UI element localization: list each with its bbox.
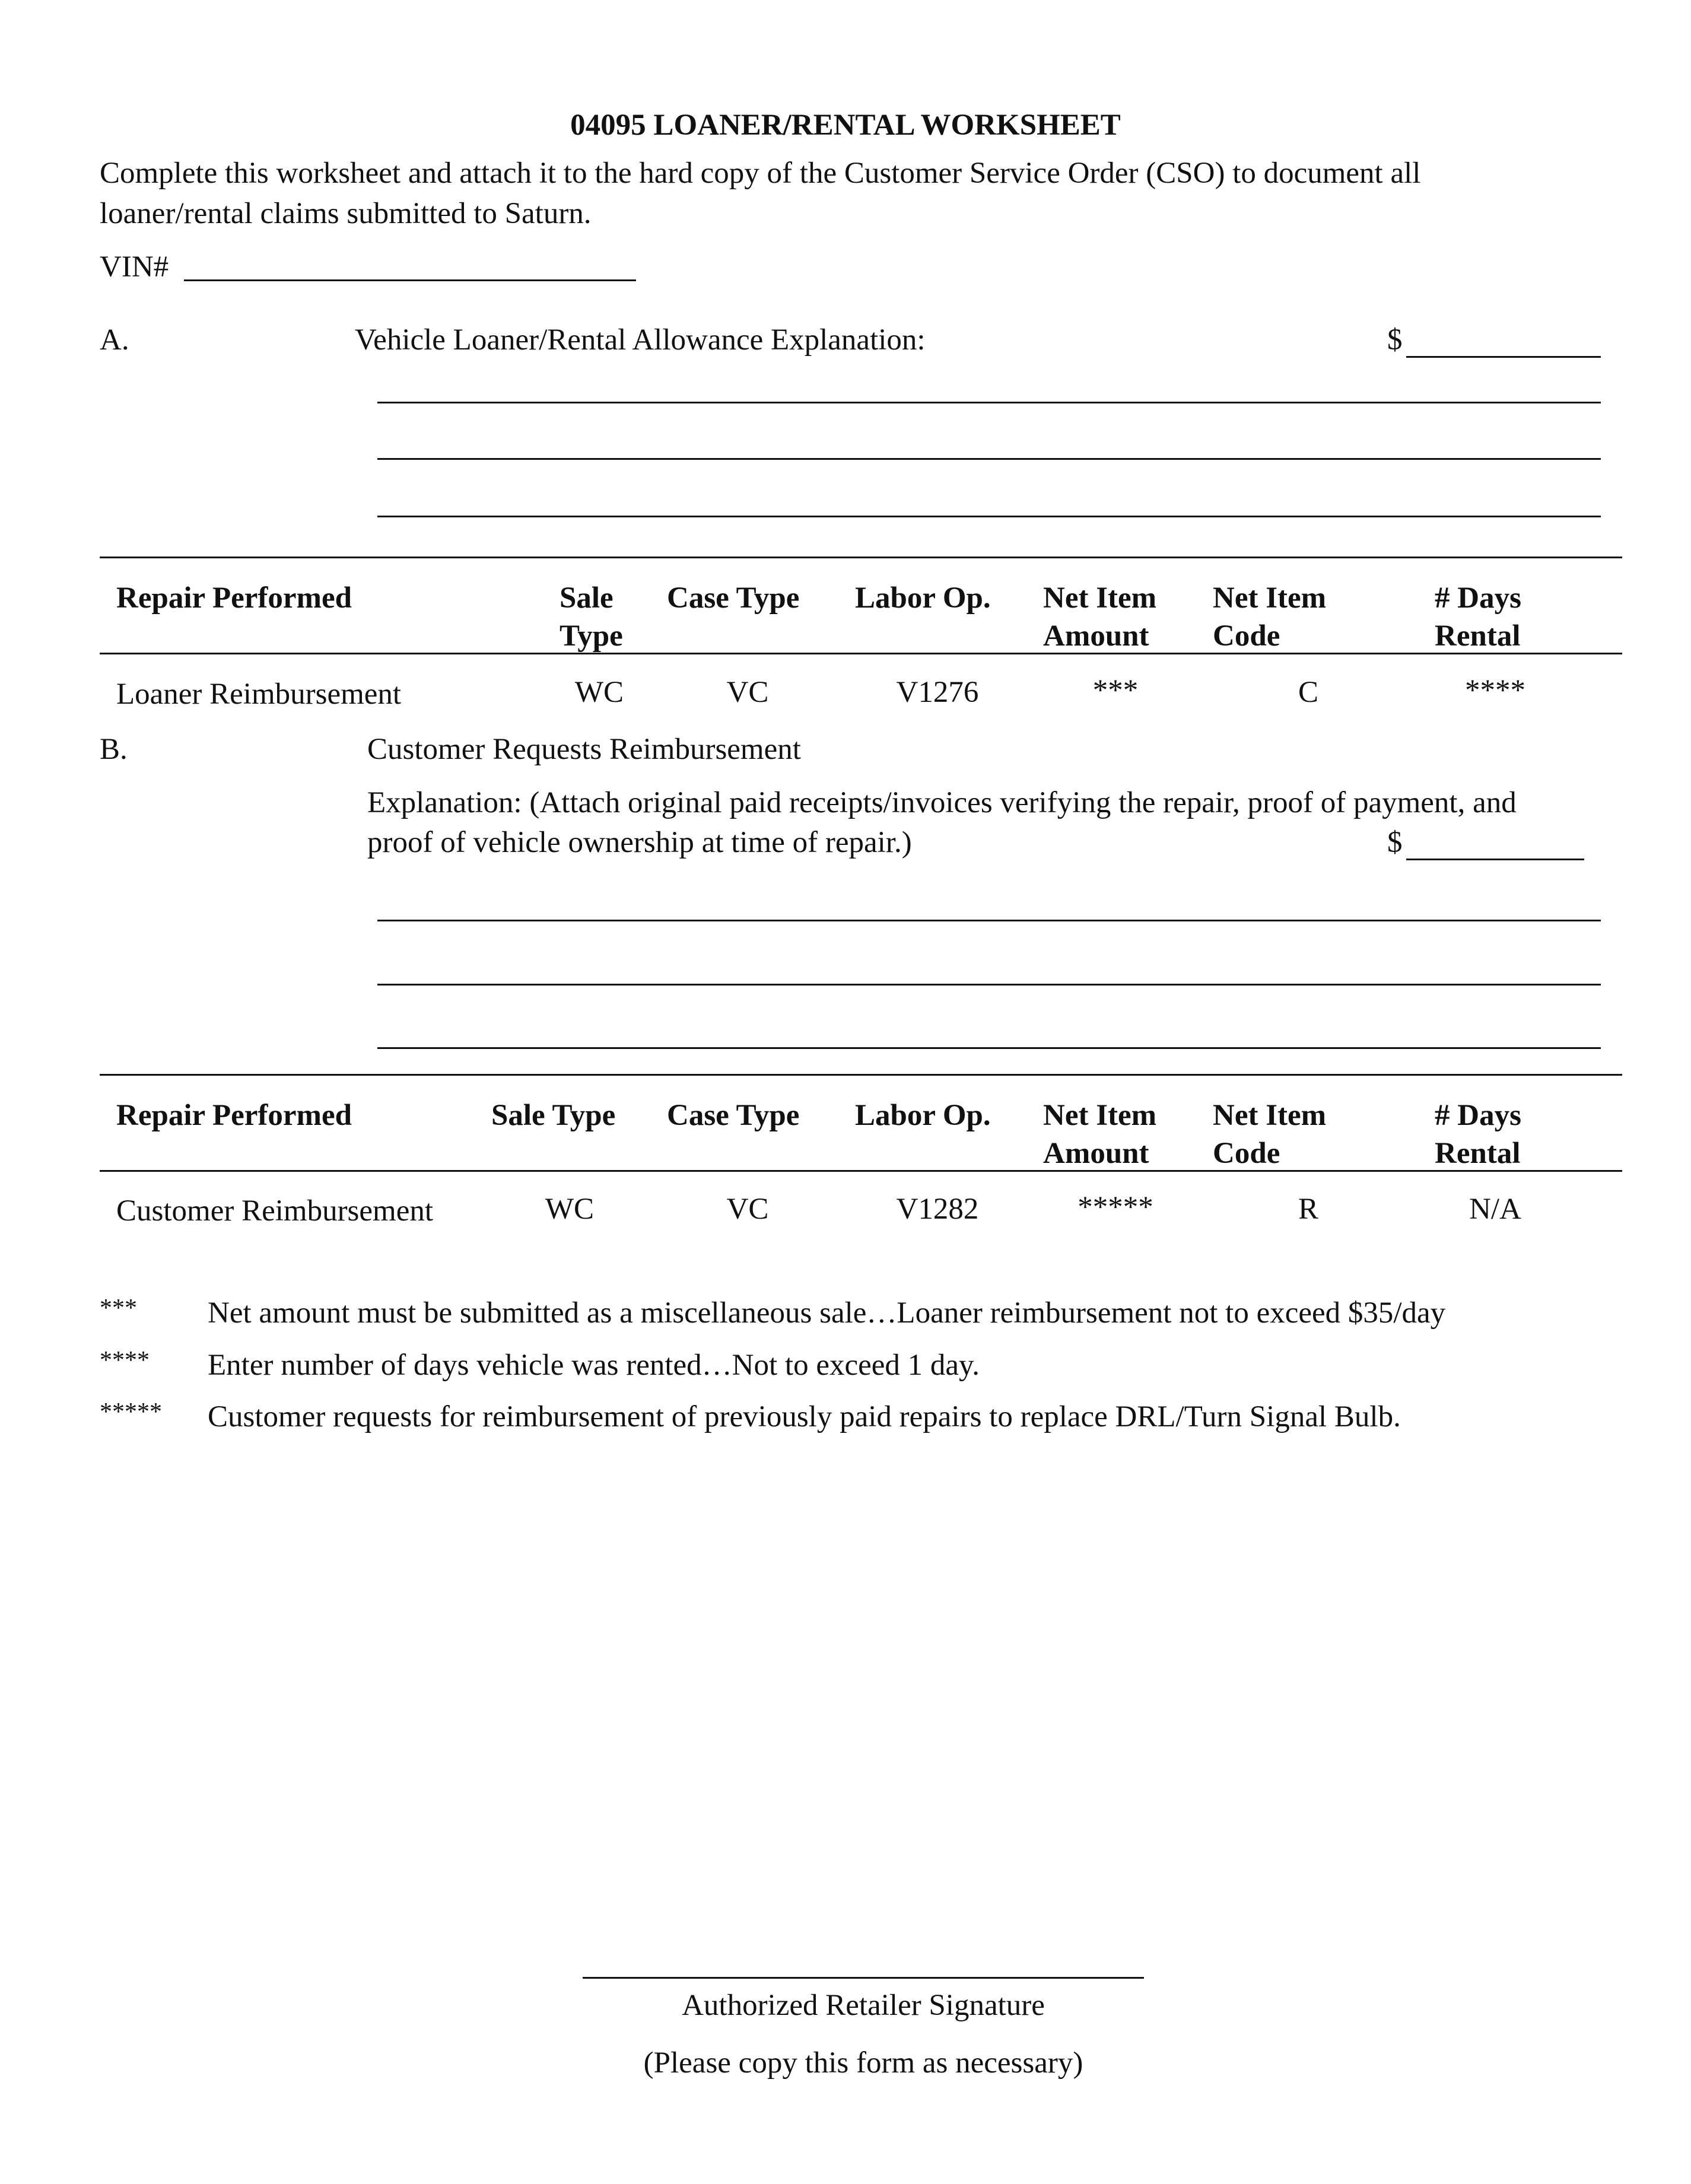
table-b-header-amount-2: Amount	[1043, 1137, 1149, 1170]
table-a-header-repair: Repair Performed	[116, 581, 352, 615]
table-b-header-repair: Repair Performed	[116, 1099, 352, 1132]
table-b-header-days-2: Rental	[1435, 1137, 1521, 1170]
table-b-cell-case: VC	[726, 1193, 769, 1226]
section-b-heading: Customer Requests Reimbursement	[367, 733, 801, 766]
table-b-header-days-1: # Days	[1435, 1099, 1521, 1132]
section-a-dollar-sign: $	[1387, 323, 1403, 357]
table-a-header-days-1: # Days	[1435, 581, 1521, 615]
note-2-marker: ****	[100, 1347, 150, 1374]
section-a-explanation-line-2[interactable]	[377, 458, 1601, 460]
table-a-cell-repair: Loaner Reimbursement	[116, 678, 402, 711]
table-a-header-sale-2: Type	[560, 619, 623, 653]
table-b-header-labor: Labor Op.	[855, 1099, 991, 1132]
table-a-header-days-2: Rental	[1435, 619, 1521, 653]
section-b-amount-line[interactable]	[1406, 859, 1584, 860]
table-a-header-code-1: Net Item	[1213, 581, 1327, 615]
note-1-marker: ***	[100, 1295, 137, 1322]
section-b-explanation-line-2: proof of vehicle ownership at time of repair.)	[367, 826, 912, 859]
section-b-explanation-input-line-2[interactable]	[377, 984, 1601, 985]
table-a-cell-amount: ***	[1092, 674, 1139, 707]
intro-text-line-1: Complete this worksheet and attach it to the hard copy of the Customer Service Order (CSO) to document all	[100, 157, 1421, 190]
table-a-cell-days: ****	[1465, 674, 1525, 707]
section-a-amount-line[interactable]	[1406, 356, 1601, 358]
section-a-explanation-line-3[interactable]	[377, 516, 1601, 517]
section-a-heading: Vehicle Loaner/Rental Allowance Explanation:	[355, 323, 926, 357]
note-3-text: Customer requests for reimbursement of previously paid repairs to replace DRL/Turn Signal Bulb.	[208, 1400, 1401, 1433]
table-b-cell-repair: Customer Reimbursement	[116, 1194, 434, 1228]
table-b-header-sale: Sale Type	[491, 1099, 616, 1132]
section-b-explanation-line-1: Explanation: (Attach original paid receipts/invoices verifying the repair, proof of payment, and	[367, 786, 1517, 819]
section-b-dollar-sign: $	[1387, 826, 1403, 859]
note-2-text: Enter number of days vehicle was rented…Not to exceed 1 day.	[208, 1349, 980, 1382]
table-a-header-amount-2: Amount	[1043, 619, 1149, 653]
table-a-header-code-2: Code	[1213, 619, 1280, 653]
table-b-header-amount-1: Net Item	[1043, 1099, 1157, 1132]
table-b-cell-code: R	[1298, 1193, 1319, 1226]
section-b-explanation-input-line-3[interactable]	[377, 1047, 1601, 1049]
table-b-header-code-2: Code	[1213, 1137, 1280, 1170]
signature-label: Authorized Retailer Signature	[682, 1989, 1045, 2022]
table-a-top-rule	[100, 557, 1622, 558]
note-3-marker: *****	[100, 1398, 162, 1426]
signature-line[interactable]	[583, 1977, 1144, 1979]
vin-label: VIN#	[100, 250, 169, 284]
table-b-header-code-1: Net Item	[1213, 1099, 1327, 1132]
vin-input-line[interactable]	[184, 279, 636, 281]
table-b-cell-amount: *****	[1077, 1191, 1153, 1224]
table-a-cell-code: C	[1298, 676, 1319, 709]
page-title: 04095 LOANER/RENTAL WORKSHEET	[570, 109, 1121, 142]
table-b-header-case: Case Type	[667, 1099, 800, 1132]
section-a-letter: A.	[100, 323, 129, 357]
table-b-cell-sale: WC	[545, 1193, 595, 1226]
table-a-cell-labor: V1276	[896, 676, 979, 709]
table-a-cell-sale: WC	[574, 676, 624, 709]
copy-note: (Please copy this form as necessary)	[643, 2046, 1083, 2080]
note-1-text: Net amount must be submitted as a miscellaneous sale…Loaner reimbursement not to exceed $35/day	[208, 1296, 1446, 1330]
table-a-cell-case: VC	[726, 676, 769, 709]
section-b-explanation-input-line-1[interactable]	[377, 920, 1601, 921]
table-a-header-rule	[100, 653, 1622, 654]
table-a-header-amount-1: Net Item	[1043, 581, 1157, 615]
table-b-cell-labor: V1282	[896, 1193, 979, 1226]
section-a-explanation-line-1[interactable]	[377, 402, 1601, 403]
table-a-header-case: Case Type	[667, 581, 800, 615]
intro-text-line-2: loaner/rental claims submitted to Saturn.	[100, 197, 592, 230]
table-b-top-rule	[100, 1074, 1622, 1076]
table-a-header-sale-1: Sale	[560, 581, 614, 615]
table-b-cell-days: N/A	[1469, 1193, 1521, 1226]
section-b-letter: B.	[100, 733, 128, 766]
table-a-header-labor: Labor Op.	[855, 581, 991, 615]
table-b-header-rule	[100, 1170, 1622, 1172]
